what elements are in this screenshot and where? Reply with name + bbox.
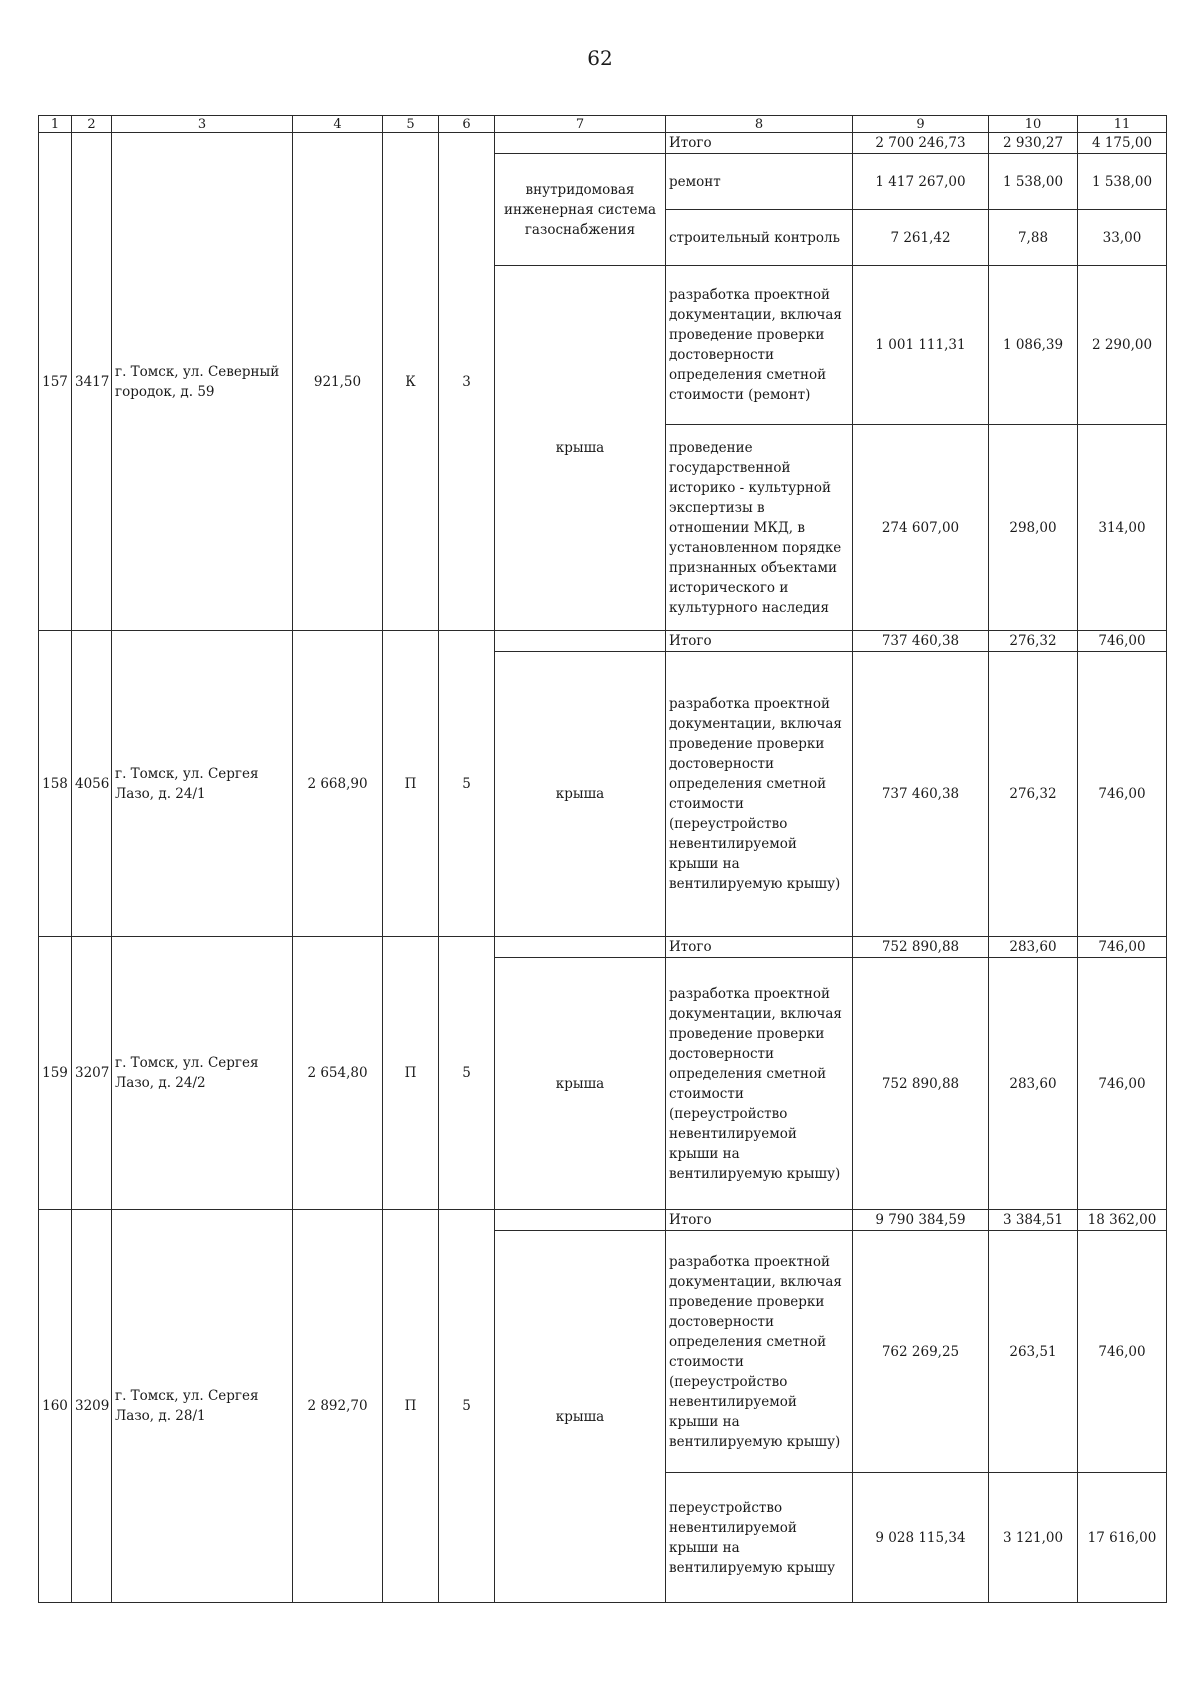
column-number: 7 — [495, 116, 666, 133]
entry-code: 3417 — [72, 133, 112, 631]
entry-type: П — [383, 1210, 439, 1603]
work-per-m2: 3 121,00 — [989, 1473, 1078, 1603]
total-per-m2: 3 384,51 — [989, 1210, 1078, 1231]
work-description: разработка проектной документации, включая проведение проверки достоверности определения сметной стоимости (переустройство невентилируемой крыши на вентилируемую крышу) — [666, 1231, 853, 1473]
work-per-m2: 1 086,39 — [989, 266, 1078, 425]
entry-area: 2 654,80 — [293, 937, 383, 1210]
total-limit: 746,00 — [1078, 937, 1167, 958]
entry-number: 158 — [39, 631, 72, 937]
total-limit: 746,00 — [1078, 631, 1167, 652]
work-limit: 746,00 — [1078, 958, 1167, 1210]
total-blank-cell — [495, 1210, 666, 1231]
work-sum: 737 460,38 — [853, 652, 989, 937]
work-per-m2: 298,00 — [989, 425, 1078, 631]
work-limit: 314,00 — [1078, 425, 1167, 631]
total-sum: 737 460,38 — [853, 631, 989, 652]
entry-address: г. Томск, ул. Сергея Лазо, д. 28/1 — [112, 1210, 293, 1603]
work-limit: 2 290,00 — [1078, 266, 1167, 425]
work-limit: 746,00 — [1078, 1231, 1167, 1473]
entry-floors: 5 — [439, 1210, 495, 1603]
work-limit: 17 616,00 — [1078, 1473, 1167, 1603]
work-sum: 9 028 115,34 — [853, 1473, 989, 1603]
total-label: Итого — [666, 1210, 853, 1231]
work-description: переустройство невентилируемой крыши на вентилируемую крышу — [666, 1473, 853, 1603]
entry-type: П — [383, 631, 439, 937]
column-number: 6 — [439, 116, 495, 133]
work-sum: 274 607,00 — [853, 425, 989, 631]
work-description: разработка проектной документации, включая проведение проверки достоверности определения сметной стоимости (ремонт) — [666, 266, 853, 425]
column-number: 2 — [72, 116, 112, 133]
work-per-m2: 1 538,00 — [989, 154, 1078, 210]
total-label: Итого — [666, 631, 853, 652]
total-blank-cell — [495, 631, 666, 652]
work-description: ремонт — [666, 154, 853, 210]
entry-address: г. Томск, ул. Сергея Лазо, д. 24/2 — [112, 937, 293, 1210]
column-number: 5 — [383, 116, 439, 133]
work-description: строительный контроль — [666, 210, 853, 266]
work-sum: 752 890,88 — [853, 958, 989, 1210]
work-sum: 1 417 267,00 — [853, 154, 989, 210]
system-name: крыша — [495, 652, 666, 937]
table-row — [39, 1210, 1167, 1231]
total-per-m2: 276,32 — [989, 631, 1078, 652]
work-per-m2: 276,32 — [989, 652, 1078, 937]
total-limit: 4 175,00 — [1078, 133, 1167, 154]
work-sum: 762 269,25 — [853, 1231, 989, 1473]
column-number: 9 — [853, 116, 989, 133]
total-per-m2: 2 930,27 — [989, 133, 1078, 154]
entry-floors: 5 — [439, 631, 495, 937]
entry-number: 160 — [39, 1210, 72, 1603]
entry-code: 3207 — [72, 937, 112, 1210]
work-per-m2: 263,51 — [989, 1231, 1078, 1473]
column-number: 8 — [666, 116, 853, 133]
work-limit: 33,00 — [1078, 210, 1167, 266]
entry-type: К — [383, 133, 439, 631]
entry-area: 2 892,70 — [293, 1210, 383, 1603]
work-limit: 746,00 — [1078, 652, 1167, 937]
column-number: 4 — [293, 116, 383, 133]
entry-code: 3209 — [72, 1210, 112, 1603]
column-number-row — [39, 116, 1167, 133]
system-name: крыша — [495, 958, 666, 1210]
entry-type: П — [383, 937, 439, 1210]
entry-floors: 3 — [439, 133, 495, 631]
total-blank-cell — [495, 133, 666, 154]
system-name: крыша — [495, 266, 666, 631]
work-description: разработка проектной документации, включая проведение проверки достоверности определения сметной стоимости (переустройство невентилируемой крыши на вентилируемую крышу) — [666, 958, 853, 1210]
entry-address: г. Томск, ул. Северный городок, д. 59 — [112, 133, 293, 631]
column-number: 1 — [39, 116, 72, 133]
total-label: Итого — [666, 133, 853, 154]
system-name: внутридомовая инженерная система газоснабжения — [495, 154, 666, 266]
total-sum: 752 890,88 — [853, 937, 989, 958]
column-number: 11 — [1078, 116, 1167, 133]
total-label: Итого — [666, 937, 853, 958]
entry-area: 2 668,90 — [293, 631, 383, 937]
total-limit: 18 362,00 — [1078, 1210, 1167, 1231]
work-sum: 7 261,42 — [853, 210, 989, 266]
table-row — [39, 937, 1167, 958]
entry-number: 157 — [39, 133, 72, 631]
entry-area: 921,50 — [293, 133, 383, 631]
work-sum: 1 001 111,31 — [853, 266, 989, 425]
column-number: 3 — [112, 116, 293, 133]
total-blank-cell — [495, 937, 666, 958]
entry-number: 159 — [39, 937, 72, 1210]
work-description: проведение государственной историко - культурной экспертизы в отношении МКД, в установленном порядке признанных объектами исторического и культурного наследия — [666, 425, 853, 631]
table-row — [39, 133, 1167, 154]
work-limit: 1 538,00 — [1078, 154, 1167, 210]
page-number: 62 — [587, 46, 613, 70]
work-per-m2: 7,88 — [989, 210, 1078, 266]
entry-address: г. Томск, ул. Сергея Лазо, д. 24/1 — [112, 631, 293, 937]
entry-code: 4056 — [72, 631, 112, 937]
work-per-m2: 283,60 — [989, 958, 1078, 1210]
system-name: крыша — [495, 1231, 666, 1603]
work-description: разработка проектной документации, включая проведение проверки достоверности определения сметной стоимости (переустройство невентилируемой крыши на вентилируемую крышу) — [666, 652, 853, 937]
total-sum: 2 700 246,73 — [853, 133, 989, 154]
column-number: 10 — [989, 116, 1078, 133]
table-row — [39, 631, 1167, 652]
capital-repair-table — [38, 115, 1167, 1603]
total-per-m2: 283,60 — [989, 937, 1078, 958]
entry-floors: 5 — [439, 937, 495, 1210]
total-sum: 9 790 384,59 — [853, 1210, 989, 1231]
